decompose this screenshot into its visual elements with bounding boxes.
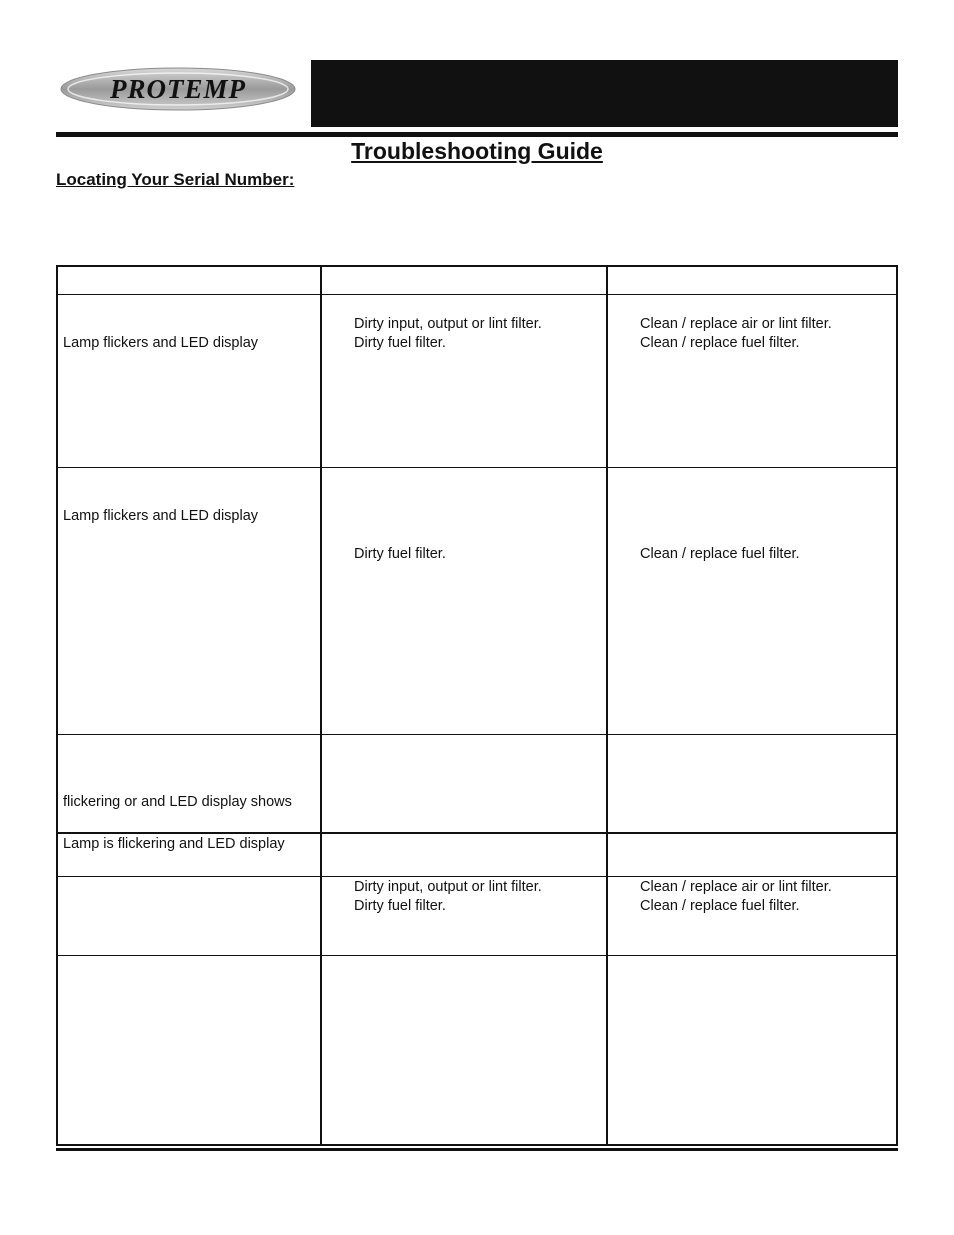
- header-bar: [311, 60, 898, 127]
- header-rule: [56, 132, 898, 137]
- row-divider: [58, 955, 896, 956]
- problem-cell: Lamp flickers and LED display: [63, 335, 259, 351]
- solution-line: Clean / replace air or lint filter.: [640, 316, 832, 332]
- solution-line: Clean / replace fuel filter.: [640, 335, 800, 351]
- brand-wordmark: PROTEMP: [109, 74, 247, 104]
- cause-line: Dirty input, output or lint filter.: [354, 879, 542, 895]
- page-title: Troubleshooting Guide: [351, 138, 603, 164]
- row-divider: [58, 832, 896, 834]
- cause-line: Dirty fuel filter.: [354, 546, 446, 562]
- row-divider: [58, 876, 896, 877]
- problem-cell: Lamp flickers and LED display: [63, 508, 259, 524]
- column-divider: [606, 267, 608, 1144]
- cause-line: Dirty fuel filter.: [354, 335, 446, 351]
- footer-rule: [56, 1148, 898, 1151]
- problem-cell: Lamp is flickering and LED display: [63, 836, 285, 852]
- serial-number-heading: Locating Your Serial Number:: [56, 170, 295, 189]
- header-row-divider: [58, 294, 896, 295]
- solution-line: Clean / replace fuel filter.: [640, 546, 800, 562]
- cause-line: Dirty fuel filter.: [354, 898, 446, 914]
- row-divider: [58, 467, 896, 468]
- row-divider: [58, 734, 896, 735]
- column-divider: [320, 267, 322, 1144]
- protemp-logo: [57, 59, 299, 119]
- cause-line: Dirty input, output or lint filter.: [354, 316, 542, 332]
- solution-line: Clean / replace air or lint filter.: [640, 879, 832, 895]
- problem-cell: flickering or and LED display shows: [63, 794, 292, 810]
- solution-line: Clean / replace fuel filter.: [640, 898, 800, 914]
- troubleshooting-table: [56, 265, 898, 1146]
